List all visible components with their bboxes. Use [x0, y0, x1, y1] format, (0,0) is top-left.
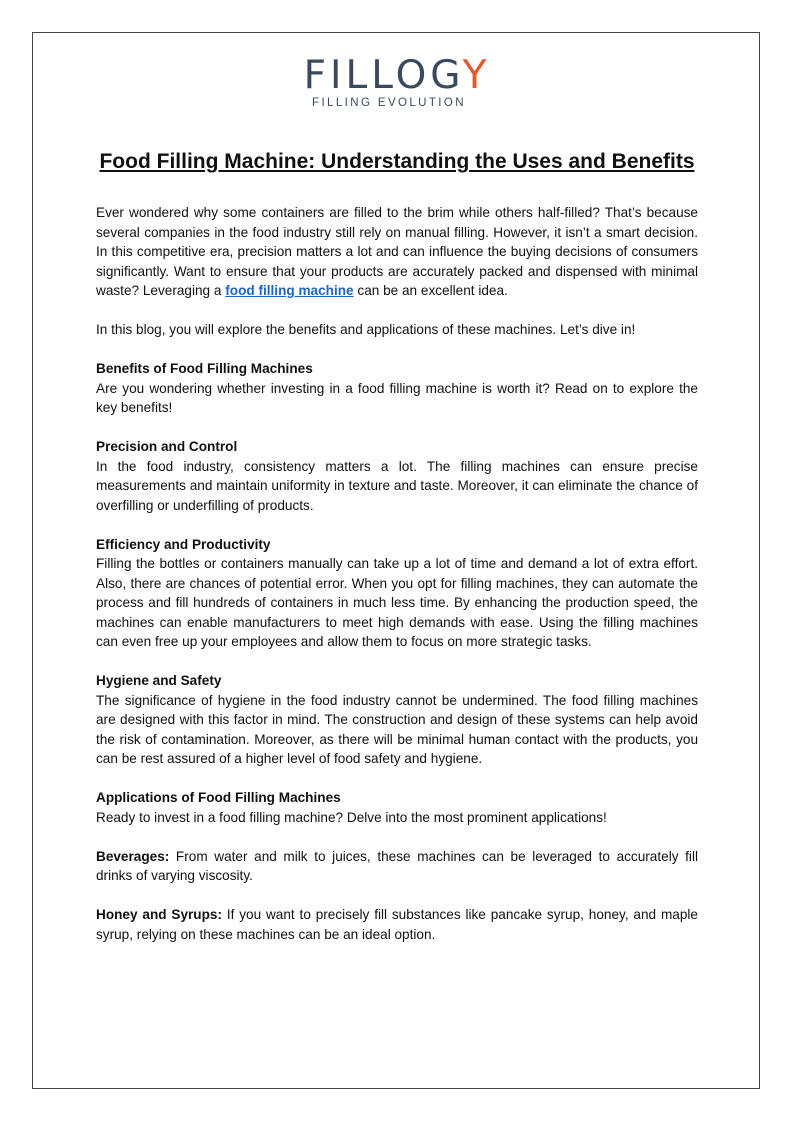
precision-text: In the food industry, consistency matters a lot. The filling machines can ensure precise measurements and maintain uniformity in texture and taste. Moreover, it can eliminate the chance of overfilling or underfilling of products. [96, 458, 698, 513]
hygiene-section [96, 671, 698, 769]
logo-word-accent: Y [462, 53, 491, 98]
efficiency-section [96, 535, 698, 652]
logo-word-main: FILLOG [303, 53, 463, 98]
applications-heading: Applications of Food Filling Machines [96, 790, 341, 805]
benefits-text: Are you wondering whether investing in a food filling machine is worth it? Read on to explore the key benefits! [96, 380, 698, 415]
applications-text: Ready to invest in a food filling machine? Delve into the most prominent applications! [96, 809, 607, 825]
intro-text-end: can be an excellent idea. [353, 283, 508, 298]
intro-paragraph [96, 203, 698, 301]
beverages-text: From water and milk to juices, these machines can be leveraged to accurately fill drinks of varying viscosity. [96, 848, 698, 883]
intro-paragraph-2: In this blog, you will explore the benefits and applications of these machines. Let’s dive in! [96, 322, 636, 337]
precision-section [96, 437, 698, 515]
honey-text: If you want to precisely fill substances like pancake syrup, honey, and maple syrup, relying on these machines can be an ideal option. [96, 907, 698, 942]
hygiene-text: The significance of hygiene in the food industry cannot be undermined. The food filling machines are designed with this factor in mind. The construction and design of these systems can help avoid the risk of contamination. Moreover, as there will be minimal human contact with the products, you can be rest assured of a higher level of food safety and hygiene. [96, 692, 698, 766]
logo-tagline: FILLING EVOLUTION [312, 97, 466, 109]
fillogy-logo [0, 53, 794, 109]
honey-label: Honey and Syrups: [96, 907, 222, 922]
hygiene-heading: Hygiene and Safety [96, 673, 222, 688]
precision-heading: Precision and Control [96, 439, 238, 454]
logo-wordmark [303, 53, 491, 98]
applications-section [96, 788, 698, 827]
page-title: Food Filling Machine: Understanding the Uses and Benefits [99, 150, 695, 173]
benefits-heading: Benefits of Food Filling Machines [96, 361, 313, 376]
beverages-paragraph [96, 847, 698, 886]
efficiency-text: Filling the bottles or containers manually can take up a lot of time and demand a lot of extra effort. Also, there are chances of potential error. When you opt for filling machines, they can automate the process and fill hundreds of containers in much less time. By enhancing the production speed, the machines can enable manufacturers to meet high demands with ease. Using the filling machines can even free up your employees and allow them to focus on more strategic tasks. [96, 556, 698, 649]
benefits-section [96, 359, 698, 418]
intro-text-start: Ever wondered why some containers are filled to the brim while others half-filled? That’s because several companies in the food industry still rely on manual filling. However, it isn’t a smart decision. In this competitive era, precision matters a lot and can influence the buying decisions of consumers significantly. Want to ensure that your products are accurately packed and dispensed with minimal waste? Leveraging a [96, 205, 698, 298]
honey-paragraph [96, 905, 698, 944]
efficiency-heading: Efficiency and Productivity [96, 536, 271, 552]
food-filling-machine-link[interactable]: food filling machine [225, 283, 354, 298]
article-body [96, 146, 698, 964]
beverages-label: Beverages: [96, 848, 170, 864]
